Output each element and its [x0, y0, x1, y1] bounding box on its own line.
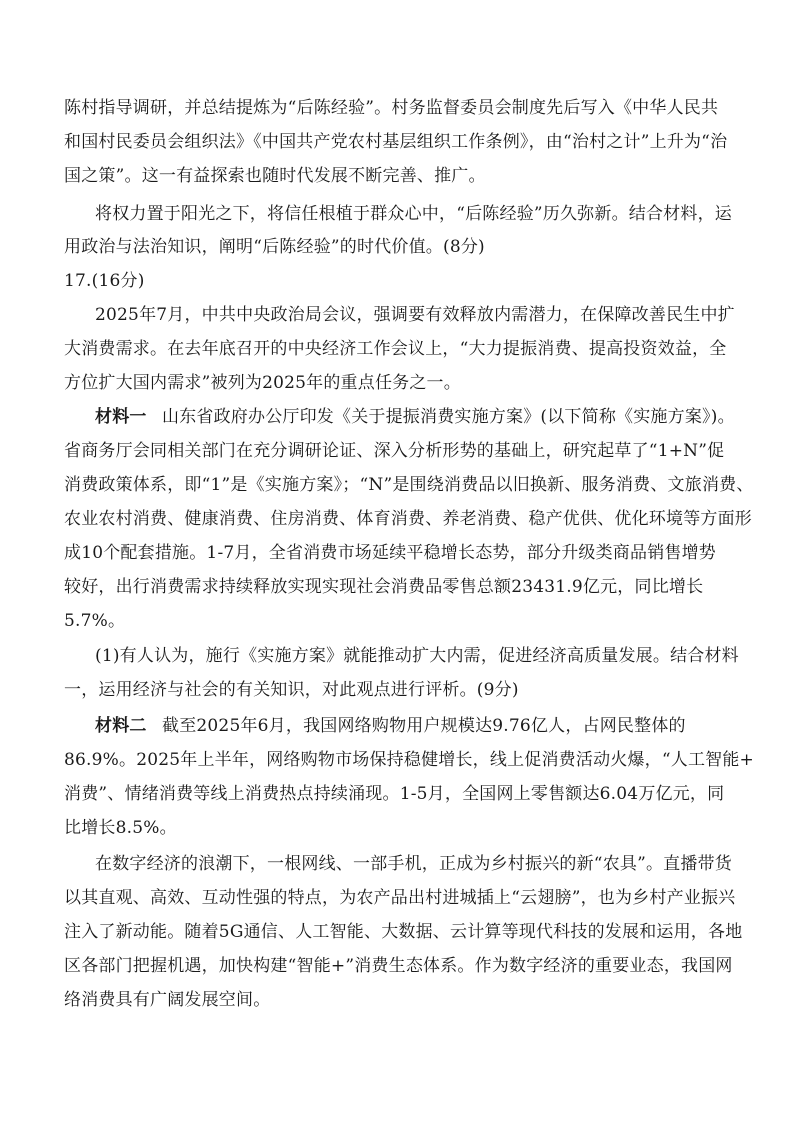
material-2-line-2: 86.9%。2025年上半年，网络购物市场保持稳健增长，线上促消费活动火爆，“人工智能+ [64, 750, 755, 770]
sub-question-1-line-1: (1)有人认为，施行《实施方案》就能推动扩大内需，促进经济高质量发展。结合材料 [95, 646, 739, 666]
material-2-paragraph-line-5: 络消费具有广阔发展空间。 [64, 990, 271, 1010]
material-2-paragraph-line-3: 注入了新动能。随着5G通信、人工智能、大数据、云计算等现代科技的发展和运用，各地 [64, 922, 743, 942]
material-2-line-4: 比增长8.5%。 [64, 818, 177, 838]
material-1-line-3: 消费政策体系，即“1”是《实施方案》；“N”是围绕消费品以旧换新、服务消费、文旅消费、 [64, 475, 754, 495]
q17-lead-line-2: 大消费需求。在去年底召开的中央经济工作会议上，“大力提振消费、提高投资效益，全 [64, 339, 727, 359]
sub-question-1-line-2: 一，运用经济与社会的有关知识，对此观点进行评析。(9分) [64, 680, 519, 700]
intro-line-2: 和国村民委员会组织法》《中国共产党农村基层组织工作条例》，由“治村之计”上升为“治 [64, 132, 728, 152]
material-1-line-6: 较好，出行消费需求持续释放实现实现社会消费品零售总额23431.9亿元，同比增长 [64, 577, 704, 597]
intro-line-1: 陈村指导调研，并总结提炼为“后陈经验”。村务监督委员会制度先后写入《中华人民共 [64, 98, 719, 118]
material-1-line-4: 农业农村消费、健康消费、住房消费、体育消费、养老消费、稳产优供、优化环境等方面形 [64, 509, 752, 529]
material-2-paragraph-line-2: 以其直观、高效、互动性强的特点，为农产品出村进城插上“云翅膀”，也为乡村产业振兴 [64, 888, 736, 908]
q17-lead-line-1: 2025年7月，中共中央政治局会议，强调要有效释放内需潜力，在保障改善民生中扩 [95, 305, 735, 325]
material-1-line-7: 5.7%。 [64, 611, 126, 631]
material-1-line-2: 省商务厅会同相关部门在充分调研论证、深入分析形势的基础上，研究起草了“1+N”促 [64, 441, 725, 461]
material-1-line-1: 山东省政府办公厅印发《关于提振消费实施方案》(以下简称《实施方案》)。 [162, 407, 735, 427]
q16-line-2: 用政治与法治知识，阐明“后陈经验”的时代价值。(8分) [64, 237, 485, 257]
material-2-paragraph-line-4: 区各部门把握机遇，加快构建“智能+”消费生态体系。作为数字经济的重要业态，我国网 [64, 956, 733, 976]
material-2-line-1: 截至2025年6月，我国网络购物用户规模达9.76亿人，占网民整体的 [162, 716, 686, 736]
material-2-paragraph-line-1: 在数字经济的浪潮下，一根网线、一部手机，正成为乡村振兴的新“农具”。直播带货 [95, 854, 732, 874]
material-2-line-3: 消费”、情绪消费等线上消费热点持续涌现。1-5月，全国网上零售额达6.04万亿元，同 [64, 784, 725, 804]
intro-line-3: 国之策”。这一有益探索也随时代发展不断完善、推广。 [64, 166, 486, 186]
material-2-label: 材料二 [95, 716, 147, 736]
q17-lead-line-3: 方位扩大国内需求”被列为2025年的重点任务之一。 [64, 373, 461, 393]
q16-line-1: 将权力置于阳光之下，将信任根植于群众心中，“后陈经验”历久弥新。结合材料，运 [95, 204, 732, 224]
material-1-line-5: 成10个配套措施。1-7月，全省消费市场延续平稳增长态势，部分升级类商品销售增势 [64, 543, 717, 563]
material-1-label: 材料一 [95, 407, 147, 427]
q17-header: 17.(16分) [64, 271, 145, 291]
